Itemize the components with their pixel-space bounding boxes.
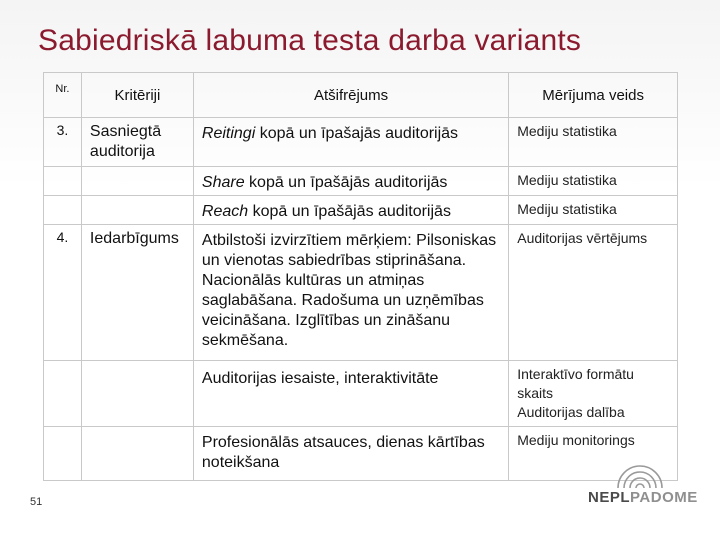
- logo-part2: PADOME: [630, 489, 698, 506]
- decoding-cell: [193, 118, 508, 167]
- row-number: 3.: [44, 118, 82, 167]
- table-row: [44, 361, 678, 427]
- decoding-cell: Profesionālās atsauces, dienas kārtības noteikšana: [193, 427, 508, 481]
- empty-cell: [44, 167, 82, 196]
- page-number: 51: [30, 496, 43, 508]
- decoding-cell: [193, 167, 508, 196]
- logo-wordmark: [588, 489, 698, 506]
- decoding-emphasis: Reitingi: [201, 125, 256, 142]
- table-row: [44, 196, 678, 225]
- decoding-cell: Auditorijas iesaiste, interaktivitāte: [193, 361, 508, 427]
- header-measurement: Mērījuma veids: [509, 73, 678, 118]
- decoding-emphasis: Share: [201, 174, 245, 191]
- decoding-text: kopā un īpašājās auditorijās: [244, 174, 448, 191]
- table-row: [44, 427, 678, 481]
- measurement-cell: Mediju statistika: [509, 118, 678, 167]
- empty-cell: [44, 427, 82, 481]
- empty-cell: [44, 196, 82, 225]
- empty-cell: [81, 427, 193, 481]
- empty-cell: [44, 361, 82, 427]
- table-header-row: [44, 73, 678, 118]
- empty-cell: [81, 167, 193, 196]
- measurement-line: Auditorijas dalība: [517, 404, 625, 420]
- measurement-cell: Mediju statistika: [509, 167, 678, 196]
- criteria-table: [43, 72, 678, 481]
- measurement-cell: Auditorijas vērtējums: [509, 225, 678, 361]
- measurement-cell: Mediju statistika: [509, 196, 678, 225]
- header-decoding: Atšifrējums: [193, 73, 508, 118]
- header-nr: Nr.: [44, 73, 82, 118]
- decoding-cell: [193, 196, 508, 225]
- criterion-cell: Iedarbīgums: [81, 225, 193, 361]
- empty-cell: [81, 361, 193, 427]
- empty-cell: [81, 196, 193, 225]
- header-criteria: Kritēriji: [81, 73, 193, 118]
- nepl-padome-logo: [588, 462, 698, 510]
- logo-arcs-icon: [588, 462, 692, 488]
- measurement-cell: [509, 361, 678, 427]
- table-row: [44, 167, 678, 196]
- decoding-cell: Atbilstoši izvirzītiem mērķiem: Pilsoniskas un vienotas sabiedrības stiprināšana. Nacionālās kultūras un atmiņas saglabāšana. Radošuma un uzņēmības veicināšana. Izglītības un zināšanu sekmēšana.: [193, 225, 508, 361]
- row-number: 4.: [44, 225, 82, 361]
- measurement-cell: Mediju monitorings: [509, 427, 678, 481]
- criterion-cell: Sasniegtā auditorija: [81, 118, 193, 167]
- logo-part1: NEPL: [588, 489, 631, 506]
- table-row: [44, 118, 678, 167]
- decoding-emphasis: Reach: [201, 203, 249, 220]
- decoding-text: kopā un īpašājās auditorijās: [248, 203, 451, 220]
- slide-title: Sabiedriskā labuma testa darba variants: [38, 24, 582, 57]
- table-row: [44, 225, 678, 361]
- measurement-line: skaits: [517, 385, 554, 401]
- decoding-text: kopā un īpašajās auditorijās: [255, 125, 459, 142]
- measurement-line: Interaktīvo formātu: [517, 366, 634, 382]
